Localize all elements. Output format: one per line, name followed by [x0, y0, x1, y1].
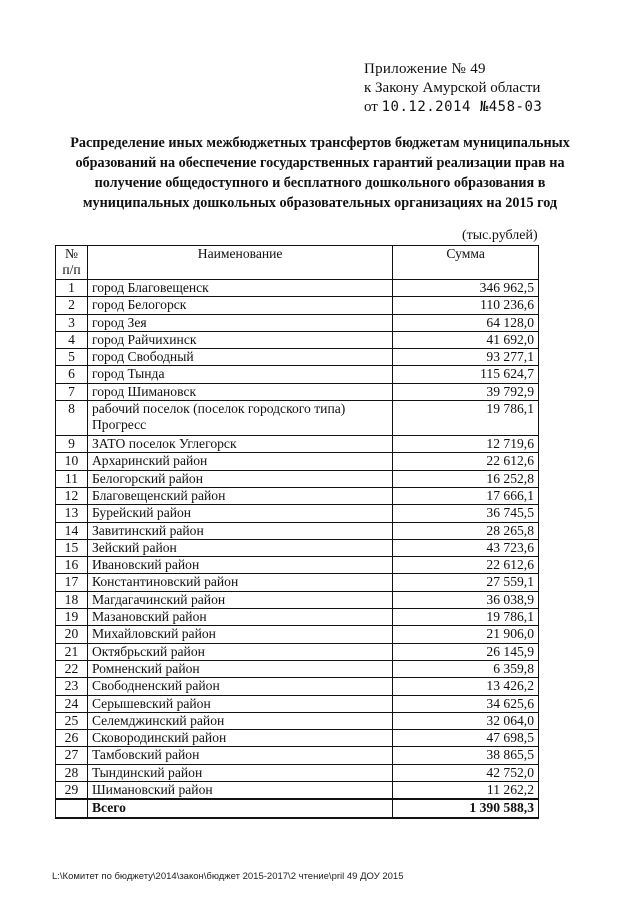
- row-name: Михайловский район: [87, 626, 392, 643]
- row-number: 15: [56, 539, 88, 556]
- table-row: [56, 383, 539, 400]
- row-number: 12: [56, 487, 88, 504]
- row-amount: 42 752,0: [393, 764, 539, 781]
- row-name: город Белогорск: [87, 297, 392, 314]
- row-amount: 19 786,1: [393, 401, 539, 436]
- table-row: [56, 574, 539, 591]
- row-name: Свободненский район: [87, 678, 392, 695]
- row-name: Ивановский район: [87, 557, 392, 574]
- row-name: город Благовещенск: [87, 280, 392, 297]
- row-number: 5: [56, 349, 88, 366]
- row-amount: 12 719,6: [393, 436, 539, 453]
- row-number: 3: [56, 314, 88, 331]
- table-row: [56, 730, 539, 747]
- table-row: [56, 660, 539, 677]
- table-row: [56, 539, 539, 556]
- row-number: 16: [56, 557, 88, 574]
- row-amount: 38 865,5: [393, 747, 539, 764]
- row-name: Мазановский район: [87, 609, 392, 626]
- appendix-header: [364, 60, 542, 117]
- row-amount: 28 265,8: [393, 522, 539, 539]
- row-amount: 41 692,0: [393, 331, 539, 348]
- header-name: Наименование: [87, 246, 392, 280]
- appendix-date-line: [364, 98, 542, 117]
- row-amount: 22 612,6: [393, 453, 539, 470]
- table-row: [56, 453, 539, 470]
- row-number: 8: [56, 401, 88, 436]
- footer-file-path: L:\Комитет по бюджету\2014\закон\бюджет 2015-2017\2 чтение\pril 49 ДОУ 2015: [52, 871, 404, 882]
- table-row: [56, 297, 539, 314]
- row-number: 22: [56, 660, 88, 677]
- table-row: [56, 764, 539, 781]
- row-name: город Шимановск: [87, 383, 392, 400]
- units-label: (тыс.рублей): [462, 228, 538, 243]
- row-name: город Райчихинск: [87, 331, 392, 348]
- table-row: [56, 591, 539, 608]
- total-label: Всего: [87, 799, 392, 817]
- table-row: [56, 626, 539, 643]
- table-row: [56, 436, 539, 453]
- allocation-table: [55, 245, 539, 819]
- appendix-law: к Закону Амурской области: [364, 80, 541, 96]
- table-header-row: [56, 246, 539, 280]
- row-number: 10: [56, 453, 88, 470]
- row-number: 14: [56, 522, 88, 539]
- row-number: 28: [56, 764, 88, 781]
- row-name: ЗАТО поселок Углегорск: [87, 436, 392, 453]
- table-row: [56, 314, 539, 331]
- row-amount: 36 745,5: [393, 505, 539, 522]
- row-name: Архаринский район: [87, 453, 392, 470]
- row-number: 4: [56, 331, 88, 348]
- row-name: Ромненский район: [87, 660, 392, 677]
- row-amount: 110 236,6: [393, 297, 539, 314]
- row-amount: 36 038,9: [393, 591, 539, 608]
- row-name: Бурейский район: [87, 505, 392, 522]
- table-row: [56, 678, 539, 695]
- row-amount: 11 262,2: [393, 782, 539, 800]
- row-amount: 21 906,0: [393, 626, 539, 643]
- date-prefix: от: [364, 99, 378, 115]
- row-name: Сковородинский район: [87, 730, 392, 747]
- row-name: Тындинский район: [87, 764, 392, 781]
- table-row: [56, 331, 539, 348]
- table-row: [56, 695, 539, 712]
- row-name: Серышевский район: [87, 695, 392, 712]
- row-number: 18: [56, 591, 88, 608]
- table-row: [56, 643, 539, 660]
- row-number: 21: [56, 643, 88, 660]
- row-name: Магдагачинский район: [87, 591, 392, 608]
- row-number: 7: [56, 383, 88, 400]
- row-amount: 19 786,1: [393, 609, 539, 626]
- table-row: [56, 505, 539, 522]
- row-name: Шимановский район: [87, 782, 392, 800]
- row-name: рабочий поселок (поселок городского типа) Прогресс: [87, 401, 392, 436]
- table-row: [56, 349, 539, 366]
- row-name: Тамбовский район: [87, 747, 392, 764]
- table-row: [56, 557, 539, 574]
- total-row: [56, 799, 539, 817]
- table-row: [56, 747, 539, 764]
- row-amount: 27 559,1: [393, 574, 539, 591]
- row-amount: 22 612,6: [393, 557, 539, 574]
- row-number: 11: [56, 470, 88, 487]
- table-row: [56, 366, 539, 383]
- total-amount: 1 390 588,3: [393, 799, 539, 817]
- row-number: 29: [56, 782, 88, 800]
- row-amount: 115 624,7: [393, 366, 539, 383]
- row-number: 26: [56, 730, 88, 747]
- row-amount: 346 962,5: [393, 280, 539, 297]
- row-amount: 93 277,1: [393, 349, 539, 366]
- total-number: [56, 799, 88, 817]
- table-row: [56, 522, 539, 539]
- table-row: [56, 470, 539, 487]
- table-body: [56, 280, 539, 818]
- row-number: 19: [56, 609, 88, 626]
- row-amount: 26 145,9: [393, 643, 539, 660]
- row-number: 6: [56, 366, 88, 383]
- row-number: 13: [56, 505, 88, 522]
- table-row: [56, 280, 539, 297]
- row-name: Белогорский район: [87, 470, 392, 487]
- row-amount: 43 723,6: [393, 539, 539, 556]
- row-number: 9: [56, 436, 88, 453]
- row-amount: 13 426,2: [393, 678, 539, 695]
- table-row: [56, 401, 539, 436]
- header-num: № п/п: [56, 246, 88, 280]
- date-number: 10.12.2014 №458-03: [381, 99, 543, 115]
- table-row: [56, 712, 539, 729]
- row-name: город Свободный: [87, 349, 392, 366]
- row-amount: 17 666,1: [393, 487, 539, 504]
- row-amount: 16 252,8: [393, 470, 539, 487]
- row-amount: 64 128,0: [393, 314, 539, 331]
- row-number: 27: [56, 747, 88, 764]
- row-name: Благовещенский район: [87, 487, 392, 504]
- row-amount: 47 698,5: [393, 730, 539, 747]
- row-name: Завитинский район: [87, 522, 392, 539]
- row-amount: 32 064,0: [393, 712, 539, 729]
- row-number: 1: [56, 280, 88, 297]
- appendix-number: Приложение № 49: [364, 61, 486, 77]
- row-name: город Тында: [87, 366, 392, 383]
- row-number: 23: [56, 678, 88, 695]
- header-amount: Сумма: [393, 246, 539, 280]
- row-number: 25: [56, 712, 88, 729]
- row-name: Октябрьский район: [87, 643, 392, 660]
- table-row: [56, 782, 539, 800]
- row-name: Зейский район: [87, 539, 392, 556]
- row-amount: 34 625,6: [393, 695, 539, 712]
- row-name: Селемджинский район: [87, 712, 392, 729]
- table-row: [56, 609, 539, 626]
- document-title: Распределение иных межбюджетных трансфертов бюджетам муниципальных образований на обеспечение государственных гарантий реализации прав на получение общедоступного и бесплатного дошкольного образования в муниципальных дошкольных образовательных организациях на 2015 год: [70, 135, 570, 211]
- row-number: 20: [56, 626, 88, 643]
- row-number: 2: [56, 297, 88, 314]
- row-number: 17: [56, 574, 88, 591]
- row-number: 24: [56, 695, 88, 712]
- row-amount: 39 792,9: [393, 383, 539, 400]
- table-row: [56, 487, 539, 504]
- row-name: город Зея: [87, 314, 392, 331]
- row-name: Константиновский район: [87, 574, 392, 591]
- row-amount: 6 359,8: [393, 660, 539, 677]
